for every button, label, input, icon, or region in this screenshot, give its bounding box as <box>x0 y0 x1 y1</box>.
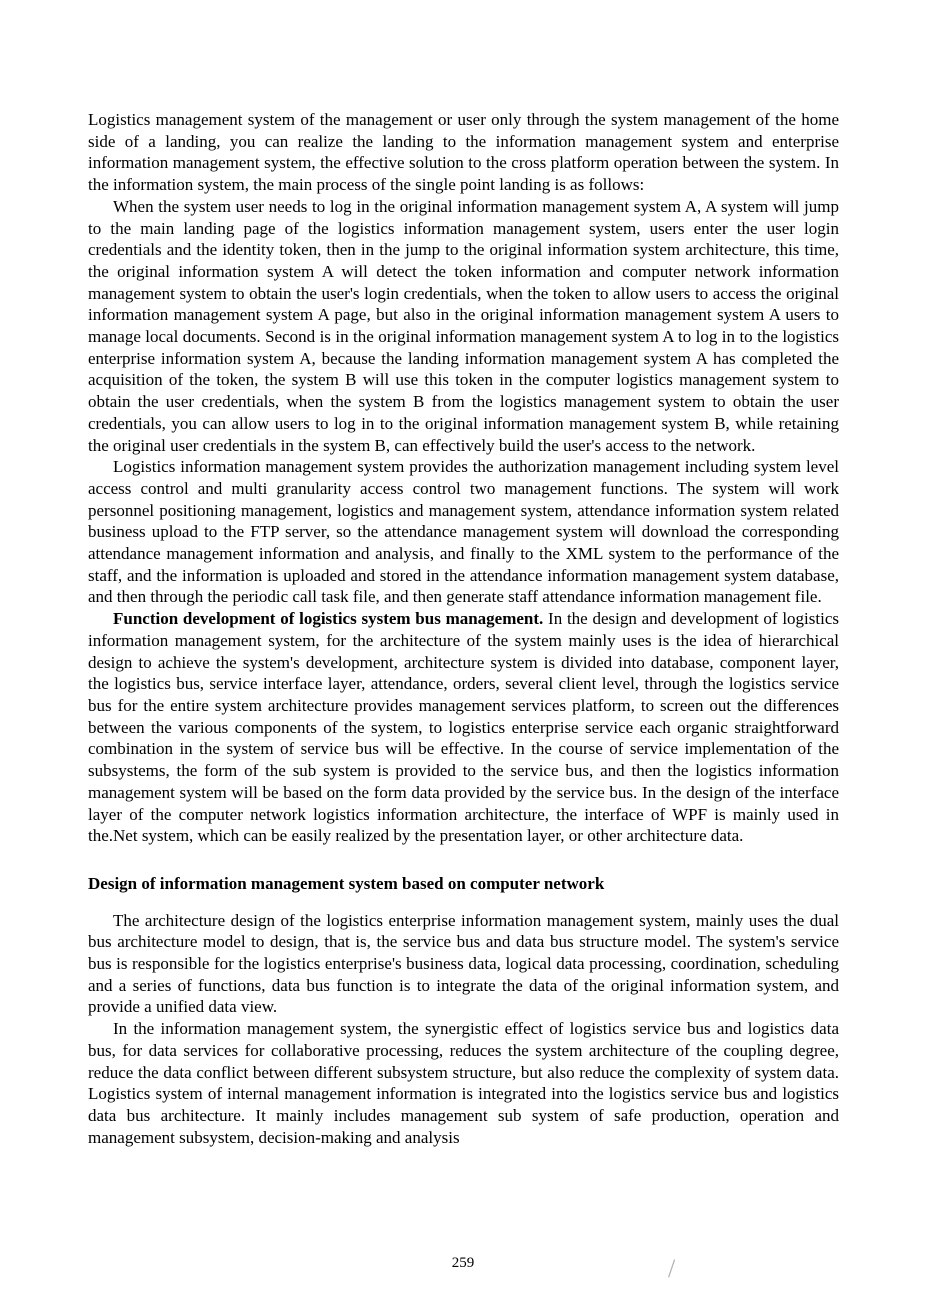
page-content <box>88 109 839 1148</box>
paragraph-rest-text: In the design and development of logistics information management system, for the architecture of the system mainly uses is the idea of hierarchical design to achieve the system's development, architecture system is divided into database, component layer, the logistics bus, service interface layer, attendance, orders, several client level, through the logistics service bus for the entire system architecture provides management services platform, to screen out the differences between the various components of the system, to logistics enterprise service each organic straightforward combination in the system of service bus will be effective. In the course of service implementation of the subsystems, the form of the sub system is provided to the service bus, and then the logistics information management system will be based on the form data provided by the service bus. In the design of the interface layer of the computer network logistics information architecture, the interface of WPF is mainly used in the.Net system, which can be easily realized by the presentation layer, or other architecture data. <box>88 609 839 846</box>
section-paragraph-2: In the information management system, the synergistic effect of logistics service bus and logistics data bus, for data services for collaborative processing, reduces the system architecture of the coupling degree, reduce the data conflict between different subsystem structure, but also reduce the complexity of system data. Logistics system of internal management information is integrated into the logistics service bus and logistics data bus architecture. It mainly includes management sub system of safe production, operation and management subsystem, decision-making and analysis <box>88 1019 839 1147</box>
slash-mark: / <box>668 1254 676 1283</box>
body-paragraph-3: Logistics information management system provides the authorization management including system level access control and multi granularity access control two management functions. The system will work personnel positioning management, logistics and management system, attendance information system related business upload to the FTP server, so the attendance management system will download the corresponding attendance management information and analysis, and finally to the XML system to the performance of the staff, and the information is uploaded and stored in the attendance information management system database, and then through the periodic call task file, and then generate staff attendance information management file. <box>88 457 839 607</box>
body-paragraph-1: Logistics management system of the management or user only through the system management of the home side of a landing, you can realize the landing to the information management system and enterprise information management system, the effective solution to the cross platform operation between the system. In the information system, the main process of the single point landing is as follows: <box>88 110 839 195</box>
page-number: 259 <box>451 1255 475 1271</box>
section-heading: Design of information management system based on computer network <box>88 873 605 893</box>
body-paragraph-4 <box>88 608 839 847</box>
section-paragraph-1: The architecture design of the logistics enterprise information management system, mainly uses the dual bus architecture model to design, that is, the service bus and data bus structure model. The system's service bus is responsible for the logistics enterprise's business data, logical data processing, coordination, scheduling and a series of functions, data bus function is to integrate the data of the original information system, and provide a unified data view. <box>88 910 839 1017</box>
paragraph-bold-lead: Function development of logistics system bus management. <box>113 609 544 629</box>
body-paragraph-2: When the system user needs to log in the original information management system A, A system will jump to the main landing page of the logistics information management system, users enter the user login credentials and the identity token, then in the jump to the original information system architecture, this time, the original information system A will detect the token information and computer network information management system to obtain the user's login credentials, when the token to allow users to access the original information management system A page, but also in the original information management system A users to manage local documents. Second is in the original information management system A to log in to the logistics enterprise information system A, because the landing information management system A has completed the acquisition of the token, the system B will use this token in the computer logistics management system to obtain the user credentials, when the system B from the logistics management system to obtain the user credentials, you can allow users to log in to the original information management system B, while retaining the original user credentials in the system B, can effectively build the user's access to the network. <box>88 196 839 455</box>
